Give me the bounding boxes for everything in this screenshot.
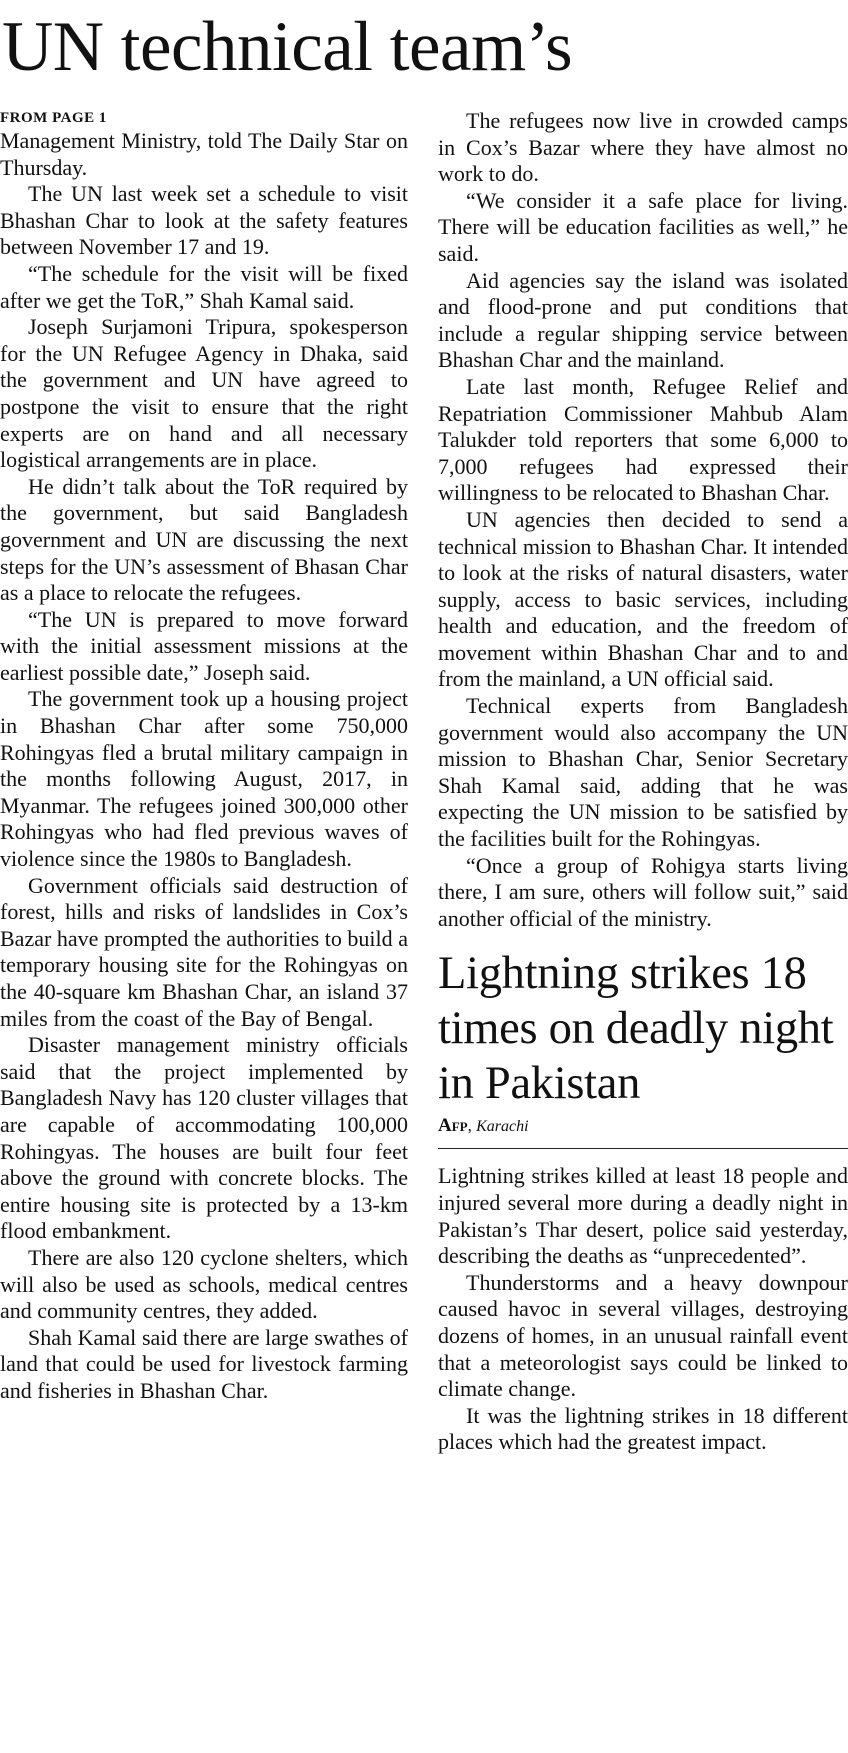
continuation-label: FROM PAGE 1 <box>0 110 107 126</box>
article-paragraph: UN agencies then decided to send a technical mission to Bhashan Char. It intended to look at the risks of natural disasters, water supply, access to basic services, including health and education, and the freedom of movement within Bhashan Char and to and from the mainland, a UN official said. <box>438 506 848 692</box>
article-paragraph: It was the lightning strikes in 18 different places which had the greatest impact. <box>438 1402 848 1455</box>
left-column <box>0 108 408 1405</box>
article-paragraph: The refugees now live in crowded camps in Cox’s Bazar where they have almost no work to do. <box>438 108 848 187</box>
main-headline: UN technical team’s <box>2 8 573 86</box>
article-paragraph: “The schedule for the visit will be fixed after we get the ToR,” Shah Kamal said. <box>0 260 408 313</box>
article-paragraph: “Once a group of Rohigya starts living there, I am sure, others will follow suit,” said another official of the ministry. <box>438 852 848 931</box>
article-paragraph: Late last month, Refugee Relief and Repatriation Commissioner Mahbub Alam Talukder told reporters that some 6,000 to 7,000 refugees had expressed their willingness to be relocated to Bhashan Char. <box>438 373 848 506</box>
byline-agency: Afp <box>438 1115 468 1137</box>
story2-body <box>438 1163 848 1456</box>
article-paragraph: Disaster management ministry officials said that the project implemented by Bangladesh Navy has 120 cluster villages that are capable of accommodating 100,000 Rohingyas. The houses are built four feet above the ground with concrete blocks. The entire housing site is protected by a 13-km flood embankment. <box>0 1032 408 1244</box>
article-paragraph: Joseph Surjamoni Tripura, spokesperson for the UN Refugee Agency in Dhaka, said the government and UN have agreed to postpone the visit to ensure that the right experts are on hand and all necessary logistical arrangements are in place. <box>0 314 408 473</box>
story2-byline: Afp, Karachi <box>438 1115 848 1149</box>
article-paragraph: The UN last week set a schedule to visit Bhashan Char to look at the safety features between November 17 and 19. <box>0 181 408 260</box>
article-paragraph: There are also 120 cyclone shelters, which will also be used as schools, medical centres and community centres, they added. <box>0 1244 408 1324</box>
article-paragraph: The government took up a housing project in Bhashan Char after some 750,000 Rohingyas fled a brutal military campaign in the months following August, 2017, in Myanmar. The refugees joined 300,000 other Rohingyas who had fled previous waves of violence since the 1980s to Bangladesh. <box>0 686 408 872</box>
story2-headline: Lightning strikes 18 times on deadly night in Pakistan <box>438 948 834 1110</box>
article-paragraph: Management Ministry, told The Daily Star on Thursday. <box>0 128 408 180</box>
article-paragraph: Aid agencies say the island was isolated and flood-prone and put conditions that include a regular shipping service between Bhashan Char and the mainland. <box>438 267 848 373</box>
article-paragraph: Shah Kamal said there are large swathes of land that could be used for livestock farming and fisheries in Bhashan Char. <box>0 1324 408 1403</box>
right-column <box>438 108 848 1456</box>
byline-place: Karachi <box>476 1118 529 1136</box>
article-paragraph: Technical experts from Bangladesh government would also accompany the UN mission to Bhashan Char, Senior Secretary Shah Kamal said, adding that he was expecting the UN mission to be satisfied by the facilities built for the Rohingyas. <box>438 693 848 852</box>
article-paragraph: “We consider it a safe place for living. There will be education facilities as well,” he said. <box>438 187 848 266</box>
article-paragraph: Thunderstorms and a heavy downpour caused havoc in several villages, destroying dozens of homes, in an unusual rainfall event that a meteorologist says could be linked to climate change. <box>438 1269 848 1402</box>
article-paragraph: Lightning strikes killed at least 18 people and injured several more during a deadly night in Pakistan’s Thar desert, police said yesterday, describing the deaths as “unprecedented”. <box>438 1163 848 1269</box>
article-paragraph: Government officials said destruction of forest, hills and risks of landslides in Cox’s Bazar have prompted the authorities to build a temporary housing site for the Rohingyas on the 40-square km Bhashan Char, an island 37 miles from the coast of the Bay of Bengal. <box>0 872 408 1031</box>
article-paragraph: “The UN is prepared to move forward with the initial assessment missions at the earliest possible date,” Joseph said. <box>0 606 408 685</box>
article-paragraph: He didn’t talk about the ToR required by the government, but said Bangladesh government and UN are discussing the next steps for the UN’s assessment of Bhasan Char as a place to relocate the refugees. <box>0 473 408 606</box>
